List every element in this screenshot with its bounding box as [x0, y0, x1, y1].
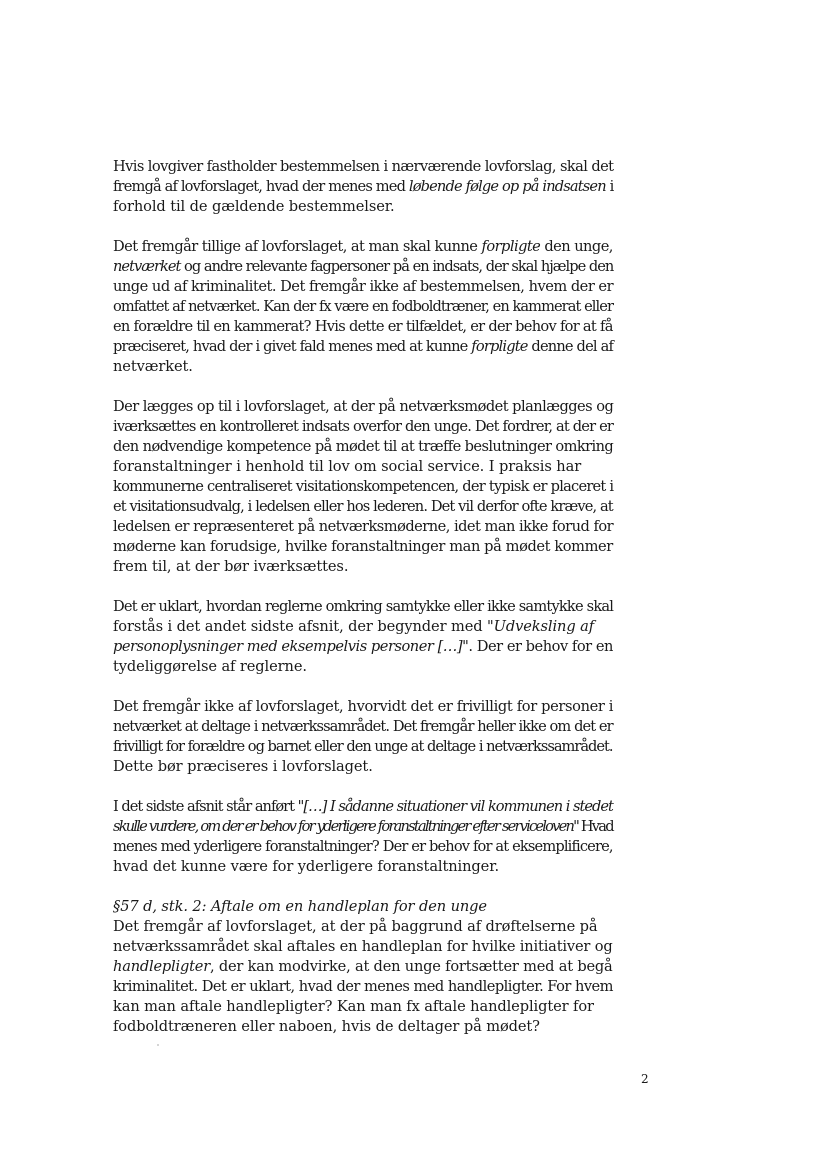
text-line [113, 997, 613, 1017]
paragraph [113, 397, 613, 577]
text-line [113, 277, 613, 297]
text-segment: forstås i det andet sidste afsnit, der begynder med " [113, 618, 494, 635]
text-line [113, 597, 613, 617]
text-line [113, 797, 613, 817]
italic-text: løbende følge op på indsatsen [408, 178, 606, 195]
paragraph [113, 697, 613, 777]
text-segment: frivilligt for forældre og barnet eller den unge at deltage i netværkssamrådet. [113, 738, 613, 755]
text-segment: . Der er behov for en [468, 638, 613, 655]
text-line [113, 1017, 613, 1037]
text-segment: den nødvendige kompetence på mødet til at træffe beslutninger omkring [113, 438, 614, 455]
text-segment: tydeliggørelse af reglerne. [113, 658, 307, 675]
body-text [113, 157, 613, 1037]
text-segment: Hvis lovgiver fastholder bestemmelsen i nærværende lovforslag, skal det [113, 158, 614, 175]
text-segment: møderne kan forudsige, hvilke foranstaltninger man på mødet kommer [113, 538, 613, 555]
text-line [113, 757, 613, 777]
text-segment: foranstaltninger i henhold til lov om social service. I praksis har [113, 458, 582, 475]
text-segment: Det fremgår tillige af lovforslaget, at man skal kunne [113, 238, 482, 255]
text-line [113, 417, 613, 437]
text-line [113, 237, 613, 257]
text-segment: et visitationsudvalg, i ledelsen eller hos lederen. Det vil derfor ofte kræve, at [113, 498, 613, 515]
text-segment: en forældre til en kammerat? Hvis dette er tilfældet, er der behov for at få [113, 318, 613, 335]
text-segment: i [605, 178, 614, 195]
italic-text: personoplysninger med eksempelvis personer […]" [113, 638, 469, 655]
italic-text: handlepligter [113, 958, 210, 975]
text-line [113, 257, 613, 277]
italic-text: netværket [113, 258, 181, 275]
text-segment: Det fremgår af lovforslaget, at der på baggrund af drøftelserne på [113, 918, 598, 935]
text-line [113, 917, 613, 937]
text-segment: iværksættes en kontrolleret indsats overfor den unge. Det fordrer, at der er [113, 418, 614, 435]
text-segment: omfattet af netværket. Kan der fx være en fodboldtræner, en kammerat eller [113, 298, 613, 315]
text-segment: netværkssamrådet skal aftales en handleplan for hvilke initiativer og [113, 938, 613, 955]
text-line [113, 197, 613, 217]
text-line [113, 437, 613, 457]
text-line [113, 657, 613, 677]
italic-text: forpligte [481, 238, 541, 255]
text-segment: menes med yderligere foranstaltninger? Der er behov for at eksemplificere, [113, 838, 613, 855]
text-line [113, 637, 613, 657]
text-line [113, 297, 613, 317]
text-segment: denne del af [527, 338, 614, 355]
italic-text: Udveksling af [493, 618, 595, 635]
paragraph [113, 237, 613, 377]
text-segment: præciseret, hvad der i givet fald menes med at kunne [113, 338, 472, 355]
text-line [113, 477, 613, 497]
text-line [113, 177, 613, 197]
text-line [113, 317, 613, 337]
text-line [113, 717, 613, 737]
text-line [113, 617, 613, 637]
text-segment: fremgå af lovforslaget, hvad der menes med [113, 178, 409, 195]
text-segment: ledelsen er repræsenteret på netværksmøderne, idet man ikke forud for [113, 518, 614, 535]
text-segment: Det fremgår ikke af lovforslaget, hvorvidt det er frivilligt for personer i [113, 698, 614, 715]
italic-text: skulle vurdere, om der er behov for yderligere foranstaltninger efter serviceloven [113, 818, 574, 835]
text-segment: fodboldtræneren eller naboen, hvis de deltager på mødet? [113, 1018, 540, 1035]
italic-text: §57 d, stk. 2: Aftale om en handleplan for den unge [113, 898, 487, 915]
text-segment: Det er uklart, hvordan reglerne omkring samtykke eller ikke samtykke skal [113, 598, 614, 615]
italic-text: forpligte [471, 338, 528, 355]
text-segment: kriminalitet. Det er uklart, hvad der menes med handlepligter. For hvem [113, 978, 613, 995]
text-line [113, 357, 613, 377]
italic-text: […] I sådanne situationer vil kommunen i stedet [303, 798, 613, 815]
paragraph [113, 797, 613, 877]
page-number: 2 [641, 1072, 649, 1086]
text-line [113, 497, 613, 517]
text-line [113, 837, 613, 857]
text-segment: hvad det kunne være for yderligere foranstaltninger. [113, 858, 500, 875]
text-line [113, 397, 613, 417]
text-segment: kommunerne centraliseret visitationskompetencen, der typisk er placeret i [113, 478, 614, 495]
text-line [113, 957, 613, 977]
text-line [113, 557, 613, 577]
paragraph [113, 157, 613, 217]
text-line [113, 537, 613, 557]
text-line [113, 817, 613, 837]
text-line [113, 157, 613, 177]
text-segment: unge ud af kriminalitet. Det fremgår ikke af bestemmelsen, hvem der er [113, 278, 614, 295]
text-segment: netværket at deltage i netværkssamrådet. Det fremgår heller ikke om det er [113, 718, 613, 735]
text-segment: frem til, at der bør iværksættes. [113, 558, 349, 575]
text-line [113, 937, 613, 957]
text-line [113, 737, 613, 757]
text-segment: forhold til de gældende bestemmelser. [113, 198, 395, 215]
text-line [113, 857, 613, 877]
text-segment: I det sidste afsnit står anført " [113, 798, 304, 815]
scan-speck [157, 1044, 159, 1046]
text-segment: Dette bør præciseres i lovforslaget. [113, 758, 373, 775]
text-line [113, 337, 613, 357]
text-line [113, 897, 613, 917]
text-segment: " Hvad [573, 818, 613, 835]
paragraph [113, 597, 613, 677]
text-segment: , der kan modvirke, at den unge fortsætter med at begå [209, 958, 613, 975]
text-segment: og andre relevante fagpersoner på en indsats, der skal hjælpe den [180, 258, 614, 275]
text-line [113, 457, 613, 477]
text-line [113, 517, 613, 537]
text-segment: netværket. [113, 358, 193, 375]
text-segment: kan man aftale handlepligter? Kan man fx aftale handlepligter for [113, 998, 594, 1015]
text-line [113, 697, 613, 717]
text-segment: den unge, [540, 238, 613, 255]
section-paragraph [113, 897, 613, 1037]
text-segment: Der lægges op til i lovforslaget, at der på netværksmødet planlægges og [113, 398, 614, 415]
text-line [113, 977, 613, 997]
